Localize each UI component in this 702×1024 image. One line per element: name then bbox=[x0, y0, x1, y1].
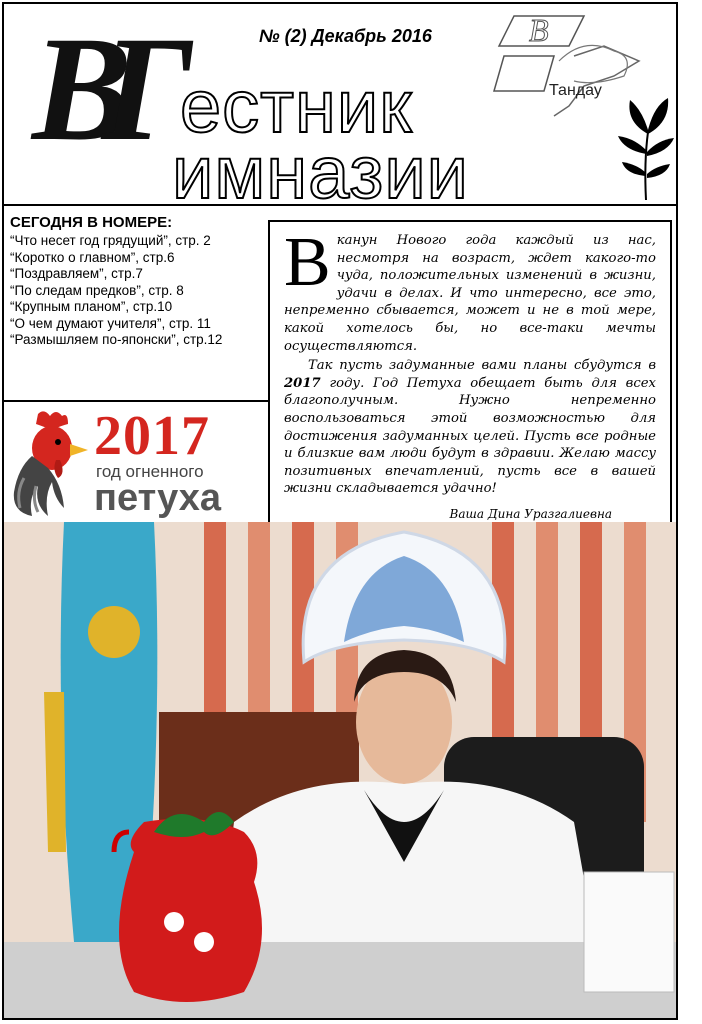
contents-item: “Что несет год грядущий”, стр. 2 bbox=[10, 233, 211, 248]
rooster-year: 2017 bbox=[94, 405, 210, 467]
contents-item: “Коротко о главном”, стр.6 bbox=[10, 249, 175, 265]
contents-item: “Крупным планом”, стр.10 bbox=[10, 299, 173, 314]
papers bbox=[584, 872, 674, 992]
masthead bbox=[4, 4, 676, 206]
letter-signature: Ваша Дина Уразгалиевна bbox=[449, 507, 612, 522]
title-word-gimnazii: имназии bbox=[172, 131, 470, 206]
contents-item: “По следам предков”, стр. 8 bbox=[10, 282, 184, 298]
gift-sack-icon bbox=[119, 819, 262, 1002]
tandau-label: Тандау bbox=[549, 82, 602, 99]
principal-photo bbox=[4, 522, 676, 1018]
contents-item: “Поздравляем”, стр.7 bbox=[10, 266, 143, 281]
svg-text:В: В bbox=[529, 12, 549, 48]
letter-dropcap: В bbox=[284, 224, 331, 301]
rooster-line1: год огненного bbox=[96, 462, 204, 481]
contents-item: “Размышляем по-японски”, стр.12 bbox=[10, 332, 223, 347]
desk bbox=[4, 942, 676, 1018]
floral-ornament-icon bbox=[616, 92, 676, 202]
letter-year: 2017 bbox=[284, 375, 321, 391]
photo-illustration bbox=[4, 522, 676, 1018]
logo-letters: ВГ bbox=[32, 6, 163, 172]
issue-line: № (2) Декабрь 2016 bbox=[259, 26, 432, 46]
contents-box bbox=[4, 206, 270, 402]
contents-item: “О чем думают учителя”, стр. 11 bbox=[10, 315, 211, 331]
title-word-vestnik: естник bbox=[180, 65, 413, 148]
contents-heading: СЕГОДНЯ В НОМЕРЕ: bbox=[10, 214, 173, 231]
rooster-banner bbox=[4, 404, 270, 520]
rooster-line2: петуха bbox=[94, 477, 222, 519]
rooster-icon bbox=[8, 408, 92, 518]
greeting-letter bbox=[268, 220, 672, 532]
letter-paragraph-2: Так пусть задуманные вами планы сбудутся в 2017 году. Год Петуха обещает быть для всех благополучным. Нужно непременно воспользоваться этой возможностью для достижения задуманных целей. Пусть все родные и близкие вам люди будут в здравии. Желаю массу позитивных впечатлений, пусть все в вашей жизни складывается удачно! bbox=[284, 358, 656, 497]
letter-paragraph-1: канун Нового года каждый из нас, несмотря на возраст, ждет какого-то чуда, положительных изменений в жизни, удачи в делах. И что интересно, все это, непременно сбывается, может и не в той мере, какой хотелось бы, но все-таки мечты осуществляются. bbox=[284, 233, 656, 354]
